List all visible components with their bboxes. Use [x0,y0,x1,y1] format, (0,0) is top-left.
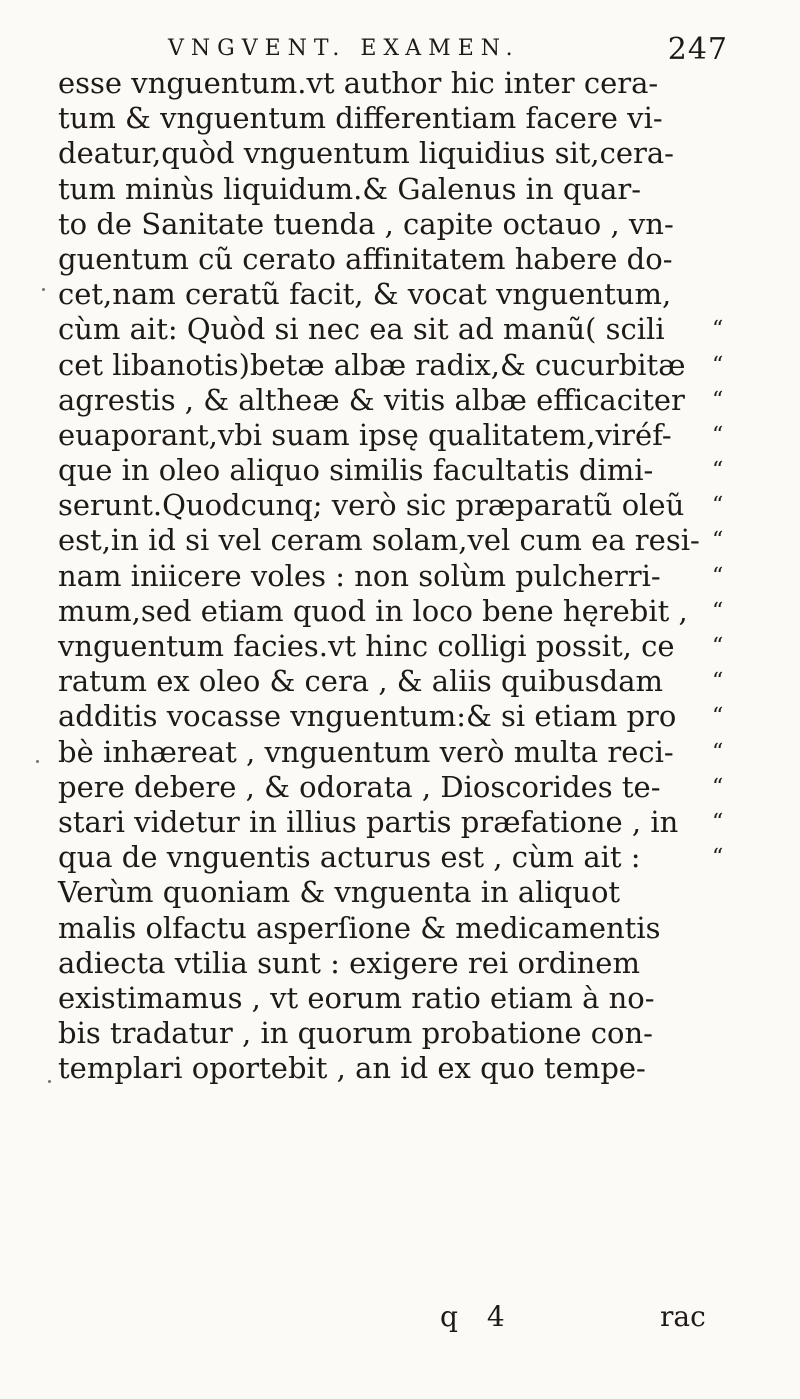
line-text: malis olfactu asperſione & medicamentis [58,910,661,945]
line-text: esse vnguentum.vt author hic inter cera- [58,66,659,100]
line-text: cùm ait: Quòd si nec ea sit ad manũ( scili [58,312,665,347]
text-line [58,559,758,594]
text-line [58,840,758,875]
quotation-mark: “ [712,352,724,378]
text-line [58,1051,758,1086]
quotation-mark: “ [712,493,724,519]
line-text: tum minùs liquidum.& Galenus in quar- [58,171,642,206]
text-line [58,277,758,312]
quotation-mark: “ [712,669,724,695]
line-text: vnguentum facies.vt hinc colligi possit, ce [58,629,675,663]
line-text: cet,nam ceratũ facit, & vocat vnguentum, [58,277,672,312]
catchword: rac [660,1300,706,1333]
body-text [58,66,758,1086]
text-line [58,699,758,734]
quotation-mark: “ [712,845,724,871]
page-footer [58,1300,758,1340]
text-line [58,488,758,523]
ink-speck [36,760,39,763]
line-text: pere debere , & odorata , Dioscorides te- [58,769,661,804]
text-line [58,875,758,910]
quotation-mark: “ [712,634,724,659]
text-line [58,136,758,171]
text-line [58,629,758,664]
quotation-mark: “ [712,422,724,448]
text-line [58,1016,758,1051]
line-text: to de Sanitate tuenda , capite octauo , vn- [58,206,674,241]
ink-speck [42,288,45,291]
quotation-mark: “ [712,809,724,835]
text-line [58,66,758,101]
text-line [58,312,758,347]
text-line [58,418,758,453]
line-text: adiecta vtilia sunt : exigere rei ordinem [58,945,640,980]
line-text: mum,sed etiam quod in loco bene hęrebit , [58,593,688,628]
text-line [58,172,758,207]
line-text: qua de vnguentis acturus est , cùm ait : [58,840,641,875]
line-text: existimamus , vt eorum ratio etiam à no- [58,980,655,1015]
quotation-mark: “ [712,528,724,554]
quotation-mark: “ [712,774,724,800]
text-line [58,207,758,242]
quotation-mark: “ [712,317,724,343]
line-text: stari videtur in illius partis præfatione , in [58,804,679,839]
text-line [58,242,758,277]
text-line [58,911,758,946]
text-line [58,101,758,136]
line-text: euaporant,vbi suam ipsę qualitatem,viréf- [58,417,672,452]
line-text: que in oleo aliquo similis facultatis dimi- [58,453,654,488]
text-line [58,981,758,1016]
text-line [58,348,758,383]
line-text: bis tradatur , in quorum probatione con- [58,1016,653,1051]
page-number: 247 [667,32,728,67]
text-line [58,664,758,699]
line-text: nam iniicere voles : non solùm pulcherri- [58,558,661,593]
quotation-mark: “ [712,563,724,589]
line-text: tum & vnguentum differentiam facere vi- [58,101,663,136]
quotation-mark: “ [712,458,724,484]
text-line [58,523,758,558]
quotation-mark: “ [712,739,724,765]
ink-speck [48,1080,51,1083]
running-title: VNGVENT. EXAMEN. [168,36,520,61]
line-text: Verùm quoniam & vnguenta in aliquot [58,875,621,910]
line-text: serunt.Quodcunq; verò sic præparatũ oleũ [58,488,685,523]
line-text: ratum ex oleo & cera , & aliis quibusdam [58,664,663,699]
line-text: bè inhæreat , vnguentum verò multa reci- [58,734,674,769]
text-line [58,805,758,840]
line-text: additis vocasse vnguentum:& si etiam pro [58,699,677,734]
quotation-mark: “ [712,387,724,413]
line-text: est,in id si vel ceram solam,vel cum ea resi- [58,523,700,558]
line-text: agrestis , & altheæ & vitis albæ efficaciter [58,382,685,417]
line-text: deatur,quòd vnguentum liquidius sit,cera- [58,136,674,171]
text-line [58,735,758,770]
text-line [58,770,758,805]
text-line [58,453,758,488]
line-text: guentum cũ cerato affinitatem habere do- [58,241,673,276]
text-line [58,383,758,418]
text-line [58,594,758,629]
signature-mark: q 4 [440,1300,515,1333]
quotation-mark: “ [712,704,724,730]
quotation-mark: “ [712,598,724,624]
line-text: templari oportebit , an id ex quo tempe- [58,1051,646,1086]
text-line [58,946,758,981]
line-text: cet libanotis)betæ albæ radix,& cucurbitæ [58,347,686,382]
